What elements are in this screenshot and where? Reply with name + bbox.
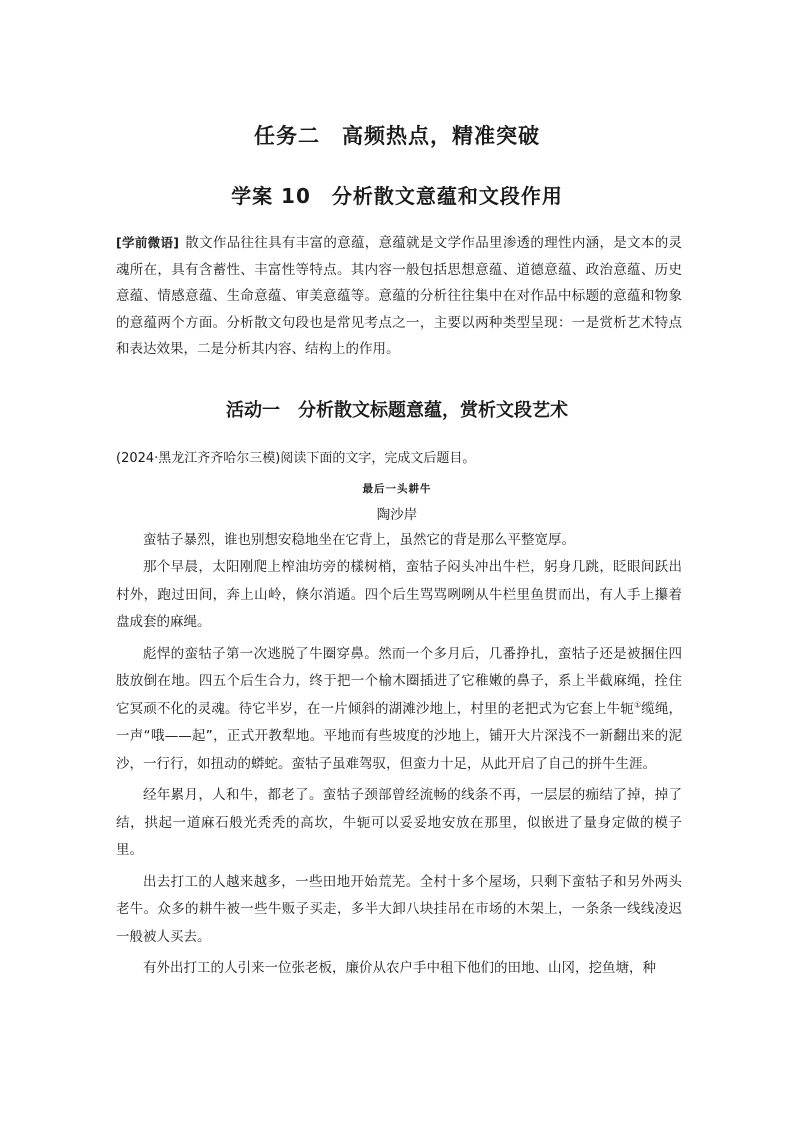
essay-paragraph: 经年累月，人和牛，都老了。蛮牯子颈部曾经流畅的线条不再，一层层的痂结了掉，掉了结，拱起一道麻石般光秃秃的高坎，牛轭可以妥妥地安放在那里，似嵌进了量身定做的模子里。 bbox=[116, 787, 682, 858]
essay-title: 最后一头耕牛 bbox=[362, 483, 432, 495]
intro-tag: [学前微语] bbox=[116, 235, 179, 250]
essay-paragraph: 出去打工的人越来越多，一些田地开始荒芜。全村十多个屋场，只剩下蛮牯子和另外两头老牛。众多的耕牛被一些牛贩子买走，多半大卸八块挂吊在市场的木架上，一条条一线线凌迟一般被人买去。 bbox=[116, 873, 682, 945]
task-title: 任务二 高频热点，精准突破 bbox=[254, 124, 540, 148]
essay-paragraph: 那个早晨，太阳刚爬上榨油坊旁的樣树梢，蛮牯子闷头冲出牛栏，躬身几跳，眨眼间跃出村外，跑过田间，奔上山岭，倏尔消遁。四个后生骂骂咧咧从牛栏里鱼贯而出，有人手上攥着盘成套的麻绳。 bbox=[116, 559, 682, 630]
case-title: 学案 10 分析散文意蕴和文段作用 bbox=[231, 184, 563, 208]
footnote-marker: ① bbox=[633, 700, 642, 709]
activity-title: 活动一 分析散文标题意蕴，赏析文段艺术 bbox=[226, 400, 568, 421]
intro-paragraph bbox=[116, 230, 682, 363]
essay-paragraph: 有外出打工的人引来一位张老板，廉价从农户手中租下他们的田地、山冈，挖鱼塘，种 bbox=[143, 960, 656, 976]
essay-body bbox=[116, 526, 682, 983]
essay-paragraph: 蛮牯子暴烈，谁也别想安稳地坐在它背上，虽然它的背是那么平整宽厚。 bbox=[143, 532, 575, 548]
essay-paragraph bbox=[116, 637, 682, 779]
source-note: (2024·黑龙江齐齐哈尔三模)阅读下面的文字，完成文后题目。 bbox=[116, 451, 476, 466]
intro-text: 散文作品往往具有丰富的意蕴，意蕴就是文学作品里渗透的理性内涵，是文本的灵魂所在，具有含蓄性、丰富性等特点。其内容一般包括思想意蕴、道德意蕴、政治意蕴、历史意蕴、情感意蕴、生命意蕴、审美意蕴等。意蕴的分析往往集中在对作品中标题的意蕴和物象的意蕴两个方面。分析散文句段也是常见考点之一，主要以两种类型呈现：一是赏析艺术特点和表达效果，二是分析其内容、结构上的作用。 bbox=[116, 235, 682, 357]
essay-author: 陶沙岸 bbox=[376, 507, 418, 523]
essay-paragraph-part: 缆绳，一声“哦——起”，正式开教犁地。平地而有些坡度的沙地上，铺开大片深浅不一新翻出来的泥沙，一行行，如扭动的蟒蛇。蛮牯子虽难驾驭，但蛮力十足，从此开启了自己的拼牛生涯。 bbox=[116, 700, 683, 772]
essay-paragraph-part: 彪悍的蛮牯子第一次逃脱了牛圈穿鼻。然而一个多月后，几番挣扎，蛮牯子还是被捆住四肢放倒在地。四五个后生合力，终于把一个榆木圈插进了它稚嫩的鼻子，系上半截麻绳，拴住它冥顽不化的灵魂。待它半岁，在一片倾斜的湖滩沙地上，村里的老把式为它套上牛轭 bbox=[116, 645, 682, 717]
